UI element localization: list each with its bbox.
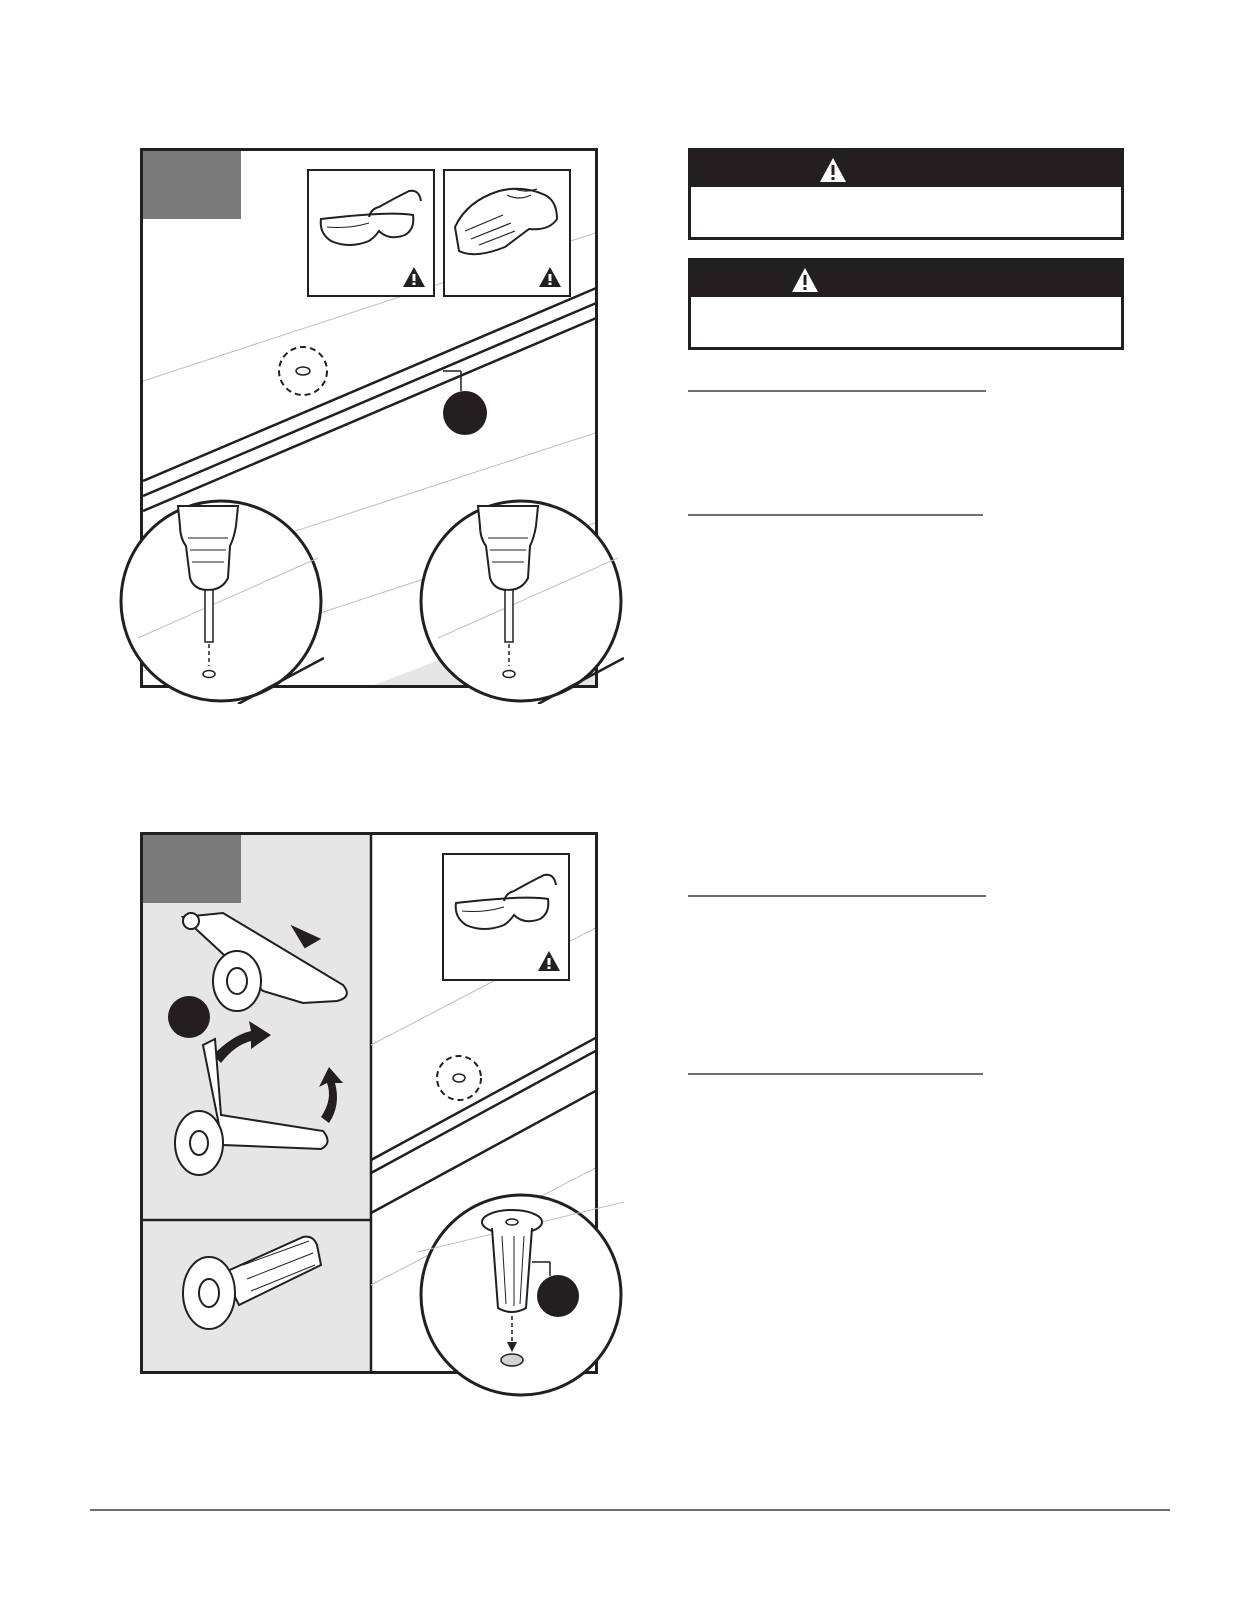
safety-glasses-icon xyxy=(444,855,568,979)
drill-callout-right xyxy=(418,498,624,704)
warning-header xyxy=(691,151,1121,187)
section-rule xyxy=(688,1073,983,1075)
part-badge xyxy=(537,1275,579,1317)
anchor-callout xyxy=(418,1192,624,1398)
warning-box-1 xyxy=(688,148,1124,240)
hole-marker xyxy=(437,1056,481,1100)
part-badge xyxy=(168,996,210,1038)
step-tab xyxy=(143,835,241,903)
section-rule xyxy=(688,895,986,897)
warning-box-2 xyxy=(688,258,1124,350)
work-gloves-icon xyxy=(445,171,569,295)
footer-rule xyxy=(90,1509,1170,1511)
warning-header xyxy=(691,261,1121,297)
safety-glasses-icon xyxy=(309,171,433,295)
section-rule xyxy=(688,390,986,392)
warning-triangle-icon xyxy=(791,267,819,293)
hole-marker xyxy=(279,347,327,395)
part-badge xyxy=(443,391,487,435)
drill-callout-left xyxy=(118,498,324,704)
section-rule xyxy=(688,514,983,516)
ppe-glasses-box xyxy=(307,169,435,297)
step-tab xyxy=(143,151,241,219)
ppe-glasses-box xyxy=(442,853,570,981)
warning-triangle-icon xyxy=(819,157,847,183)
ppe-gloves-box xyxy=(443,169,571,297)
